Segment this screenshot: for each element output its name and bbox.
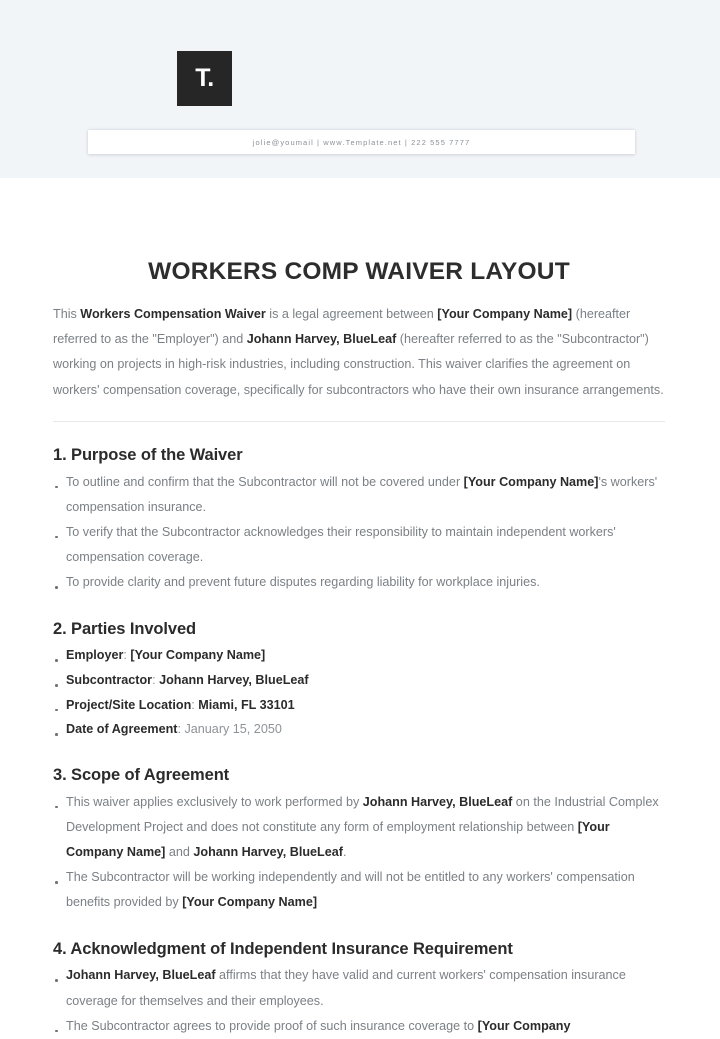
party-separator: : <box>191 697 199 712</box>
party-value-subcontractor: Johann Harvey, BlueLeaf <box>159 673 309 688</box>
party-label-employer: Employer <box>66 648 124 663</box>
section-heading: 2. Parties Involved <box>53 619 196 638</box>
bullet-text-c: affirms that they have valid and current workers' compensation insurance coverage for themselves and their employees. <box>66 968 626 1008</box>
list-item <box>53 693 665 718</box>
section-acknowledgment-insurance <box>53 938 665 1039</box>
contact-info-text: jolie@youmail | www.Template.net | 222 555 7777 <box>252 137 471 147</box>
party-separator: : <box>177 722 185 737</box>
bullet-company-placeholder: [Your Company <box>477 1018 571 1033</box>
bullet-text-a: To verify that the Subcontractor acknowledges their responsibility to maintain independent workers' compensation coverage. <box>66 524 616 565</box>
section-heading: 4. Acknowledgment of Independent Insurance Requirement <box>53 939 513 958</box>
bullet-list <box>53 470 665 596</box>
bullet-list <box>53 790 665 916</box>
bullet-list <box>53 963 665 1039</box>
party-label-location: Project/Site Location <box>66 697 192 712</box>
brand-logo-text: T. <box>195 64 214 92</box>
bullet-text-c: on the Industrial Complex Development Project and does not constitute any form of employment relationship between <box>66 794 659 834</box>
party-separator: : <box>123 648 131 663</box>
section-heading: 3. Scope of Agreement <box>53 765 230 784</box>
party-separator: : <box>152 673 160 688</box>
bullet-text-a: The Subcontractor will be working independently and will not be entitled to any workers' compensation benefits provided by <box>66 870 635 910</box>
intro-company-placeholder: [Your Company Name] <box>437 306 573 321</box>
bullet-subcontractor-name: Johann Harvey, BlueLeaf <box>362 794 513 809</box>
section-purpose-of-waiver <box>53 444 665 596</box>
section-parties-involved <box>53 618 665 742</box>
bullet-subcontractor-name: Johann Harvey, BlueLeaf <box>66 968 216 983</box>
intro-text-a: This <box>53 306 81 321</box>
bullet-company-placeholder: [Your Company Name] <box>182 895 318 910</box>
bullet-list <box>53 643 665 741</box>
intro-text-c: is a legal agreement between <box>265 306 438 321</box>
list-item <box>53 643 665 668</box>
section-scope-of-agreement <box>53 764 665 916</box>
document-body <box>0 178 720 1039</box>
bullet-text-a: This waiver applies exclusively to work performed by <box>66 794 363 809</box>
list-item <box>53 963 665 1013</box>
contact-info-bar <box>88 130 635 154</box>
list-item <box>53 570 665 595</box>
party-value-date: January 15, 2050 <box>184 722 282 737</box>
letterhead-band <box>0 0 720 178</box>
intro-term-waiver: Workers Compensation Waiver <box>80 306 266 321</box>
list-item <box>53 470 665 520</box>
intro-subcontractor-name: Johann Harvey, BlueLeaf <box>246 332 397 347</box>
party-label-date: Date of Agreement <box>66 722 178 737</box>
intro-paragraph <box>53 302 665 403</box>
party-value-location: Miami, FL 33101 <box>198 697 295 712</box>
intro-text-e: (hereafter referred to as the "Employer") and <box>53 306 631 347</box>
section-divider <box>53 421 665 422</box>
bullet-text-a: The Subcontractor agrees to provide proof of such insurance coverage to <box>66 1018 478 1033</box>
brand-logo-icon <box>177 51 232 106</box>
list-item <box>53 790 665 866</box>
list-item <box>53 717 665 742</box>
list-item <box>53 865 665 915</box>
bullet-text-c: 's workers' compensation insurance. <box>66 474 658 514</box>
party-value-employer: [Your Company Name] <box>130 648 266 663</box>
list-item <box>53 1014 665 1039</box>
bullet-text-a: To provide clarity and prevent future disputes regarding liability for workplace injuries. <box>66 575 540 590</box>
bullet-text-g: . <box>342 844 347 859</box>
list-item <box>53 668 665 693</box>
party-label-subcontractor: Subcontractor <box>66 673 153 688</box>
list-item <box>53 520 665 570</box>
bullet-company-placeholder: [Your Company Name] <box>463 474 599 489</box>
bullet-subcontractor-name-2: Johann Harvey, BlueLeaf <box>193 844 343 859</box>
intro-text-g: (hereafter referred to as the "Subcontractor") working on projects in high-risk industries, including construction. This waiver clarifies the agreement on workers' compensation coverage, specifically for subcontractors who have their own insurance arrangements. <box>53 332 664 397</box>
bullet-text-e: and <box>165 844 194 859</box>
bullet-text-a: To outline and confirm that the Subcontractor will not be covered under <box>66 474 464 489</box>
page-title: WORKERS COMP WAIVER LAYOUT <box>148 258 570 285</box>
bullet-company-placeholder: [Your Company Name] <box>66 819 610 859</box>
section-heading: 1. Purpose of the Waiver <box>53 445 243 464</box>
